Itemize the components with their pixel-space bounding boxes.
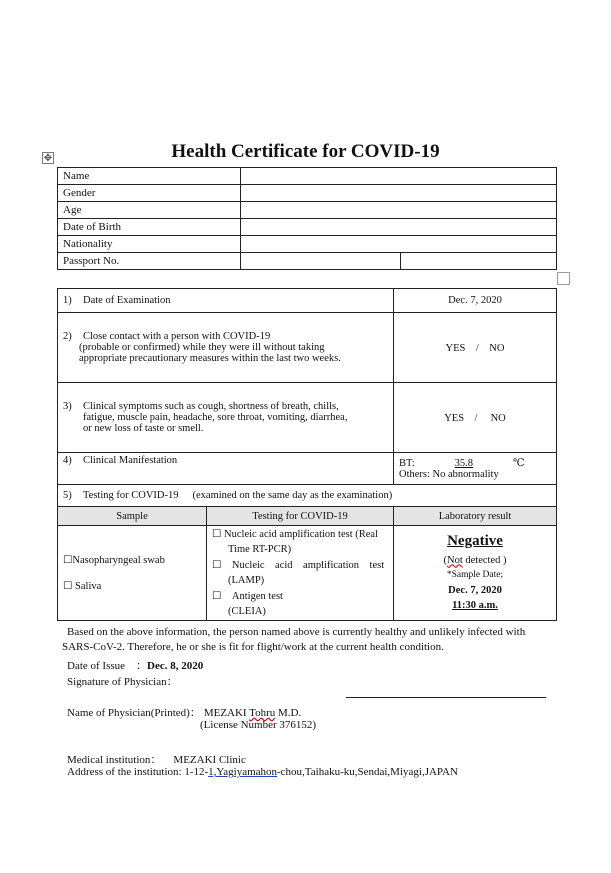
- field-age-label: Age: [58, 202, 241, 219]
- bt-value[interactable]: 35.8: [454, 458, 473, 469]
- field-name-label: Name: [58, 168, 241, 185]
- examination-table: [57, 288, 557, 621]
- test-antigen-checkbox[interactable]: ☐ Antigen test: [212, 590, 283, 602]
- others-text: Others: No abnormality: [399, 469, 499, 480]
- signature-line[interactable]: [346, 697, 546, 698]
- test-antigen-line2: (CLEIA): [228, 606, 266, 617]
- physician-given: Tohru: [249, 707, 276, 719]
- physician-suffix: M.D.: [278, 707, 302, 719]
- testing-heading: 5) Testing for COVID-19 (examined on the same day as the examination): [58, 485, 557, 507]
- table-resize-handle-icon[interactable]: [557, 272, 570, 285]
- contact-question: 2) Close contact with a person with COVID-19 (probable or confirmed) while they were ill without taking appropriate precautionary measures within the last two weeks.: [58, 313, 394, 383]
- exam-date-label-cell: 1) Date of Examination: [58, 289, 394, 313]
- address-row: [67, 766, 458, 778]
- field-dob-label: Date of Birth: [58, 219, 241, 236]
- result-open-paren: (: [443, 554, 447, 566]
- issue-row: [67, 657, 203, 673]
- result-detail: [399, 553, 551, 568]
- page-title: Health Certificate for COVID-19: [171, 141, 440, 162]
- symptoms-question: 3) Clinical symptoms such as cough, shortness of breath, chills, fatigue, muscle pain, headache, sore throat, vomiting, diarrhea, or new loss of taste or smell.: [58, 383, 394, 453]
- address-rest: -chou,Taihaku-ku,Sendai,Miyagi,JAPAN: [277, 766, 458, 778]
- contact-answer[interactable]: YES / NO: [394, 313, 557, 383]
- symptoms-answer[interactable]: YES / NO: [394, 383, 557, 453]
- address-link: 1,Yagiyamahon: [208, 766, 278, 778]
- sample-cell: [58, 526, 207, 621]
- bt-label: BT:: [399, 458, 415, 469]
- manifestation-label-cell: 4) Clinical Manifestation: [58, 453, 394, 485]
- contact-line-3: appropriate precautionary measures within the last two weeks.: [79, 353, 341, 364]
- sample-date-value: Dec. 7, 2020: [448, 584, 502, 596]
- exam-date-label: Date of Examination: [83, 295, 171, 306]
- license-number: (License Number 376152): [200, 719, 317, 731]
- bt-unit: ℃: [512, 458, 525, 469]
- field-gender-value[interactable]: [241, 185, 557, 202]
- test-lamp-checkbox[interactable]: ☐ Nucleic acid amplification test: [212, 559, 385, 571]
- table-move-handle-icon[interactable]: ✥: [43, 153, 53, 164]
- test-rtpcr-line2: Time RT-PCR): [228, 544, 292, 555]
- symptoms-line-1: Clinical symptoms such as cough, shortness of breath, chills,: [83, 401, 339, 412]
- signature-label: Signature of Physician：: [67, 676, 178, 688]
- field-nationality-label: Nationality: [58, 236, 241, 253]
- result-negative: Negative: [447, 532, 503, 549]
- testing-methods-cell: [207, 526, 394, 621]
- result-not: Not: [447, 554, 463, 566]
- test-rtpcr-checkbox[interactable]: ☐ Nucleic acid amplification test (Real: [212, 528, 378, 540]
- exam-date-value: Dec. 7, 2020: [394, 289, 557, 313]
- col-result-header: Laboratory result: [394, 507, 557, 526]
- statement-line-1: Based on the above information, the person named above is currently healthy and unlikely infected with: [67, 626, 526, 638]
- sample-time-value: 11:30 a.m.: [452, 599, 498, 611]
- institution-row: [67, 751, 246, 767]
- symptoms-line-2: fatigue, muscle pain, headache, sore throat, vomiting, diarrhea,: [83, 412, 348, 423]
- contact-line-2: (probable or confirmed) while they were ill without taking: [79, 342, 325, 353]
- address-label: Address of the institution: 1-12-: [67, 766, 209, 778]
- sample-saliva-checkbox[interactable]: ☐ Saliva: [63, 581, 102, 592]
- field-passport-value[interactable]: [241, 253, 557, 270]
- field-dob-value[interactable]: [241, 219, 557, 236]
- manifestation-label: Clinical Manifestation: [83, 455, 178, 466]
- testing-note: (examined on the same day as the examination): [192, 490, 393, 501]
- personal-info-table: [57, 167, 557, 270]
- result-cell: [394, 526, 557, 621]
- institution-name: MEZAKI Clinic: [173, 754, 246, 766]
- field-passport-label: Passport No.: [58, 253, 241, 270]
- test-lamp-line2: (LAMP): [228, 575, 265, 586]
- statement-line-2: SARS-CoV-2. Therefore, he or she is fit for flight/work at the current health condition.: [62, 641, 444, 653]
- field-nationality-value[interactable]: [241, 236, 557, 253]
- sample-nasopharyngeal-checkbox[interactable]: ☐Nasopharyngeal swab: [63, 555, 165, 566]
- issue-label: Date of Issue ：: [67, 660, 148, 672]
- physician-row: [67, 704, 301, 720]
- testing-label: Testing for COVID-19: [83, 490, 179, 501]
- physician-first: MEZAKI: [203, 707, 247, 719]
- col-testing-header: Testing for COVID-19: [207, 507, 394, 526]
- sample-date-label: *Sample Date;: [446, 569, 504, 580]
- result-rest: detected ): [462, 554, 507, 566]
- field-age-value[interactable]: [241, 202, 557, 219]
- manifestation-value-cell: [394, 453, 557, 485]
- contact-line-1: Close contact with a person with COVID-19: [83, 331, 271, 342]
- issue-date[interactable]: Dec. 8, 2020: [147, 660, 204, 672]
- col-sample-header: Sample: [58, 507, 207, 526]
- symptoms-line-3: or new loss of taste or smell.: [83, 423, 204, 434]
- institution-label: Medical institution：: [67, 754, 162, 766]
- physician-label: Name of Physician(Printed)：: [67, 707, 201, 719]
- field-name-value[interactable]: [241, 168, 557, 185]
- field-gender-label: Gender: [58, 185, 241, 202]
